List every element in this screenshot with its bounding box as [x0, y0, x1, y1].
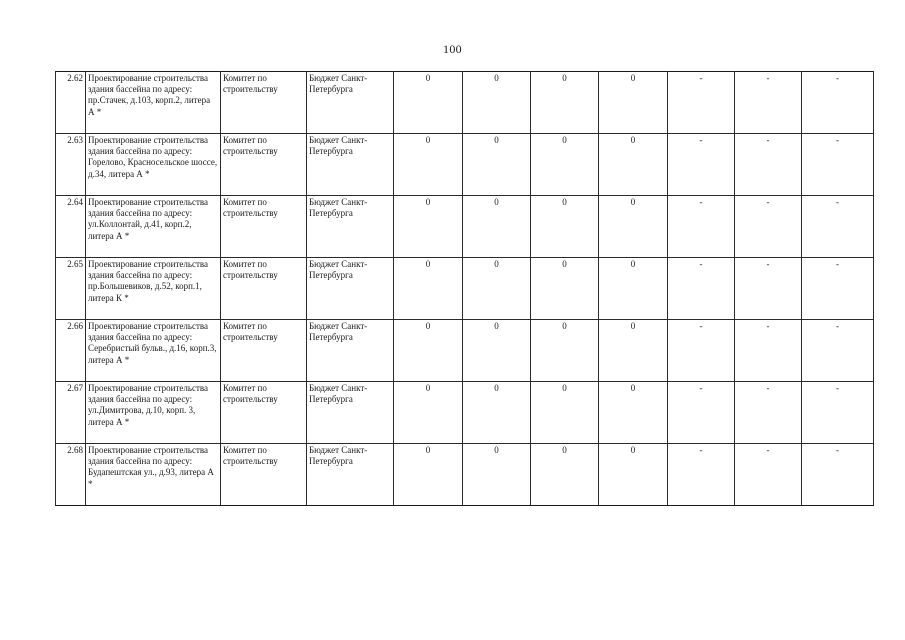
- funding-source-cell: Бюджет Санкт-Петербурга: [307, 258, 394, 320]
- executor-cell: Комитет по строительству: [221, 382, 307, 444]
- table-body: [56, 72, 874, 506]
- value-cell: 0: [394, 320, 463, 382]
- value-cell: 0: [463, 134, 531, 196]
- value-cell: 0: [394, 382, 463, 444]
- page-number: 100: [443, 42, 462, 56]
- value-cell: 0: [599, 444, 668, 506]
- dash-cell: -: [802, 382, 874, 444]
- value-cell: 0: [463, 196, 531, 258]
- funding-source-cell: Бюджет Санкт-Петербурга: [307, 72, 394, 134]
- executor-cell: Комитет по строительству: [221, 258, 307, 320]
- value-cell: 0: [599, 320, 668, 382]
- row-number-cell: 2.66: [56, 320, 86, 382]
- project-name-cell: Проектирование строительства здания бассейна по адресу: Горелово, Красносельское шоссе, д.34, литера А *: [86, 134, 221, 196]
- value-cell: 0: [394, 196, 463, 258]
- value-cell: 0: [599, 72, 668, 134]
- executor-cell: Комитет по строительству: [221, 134, 307, 196]
- dash-cell: -: [735, 134, 802, 196]
- table-row: [56, 320, 874, 382]
- dash-cell: -: [668, 134, 735, 196]
- value-cell: 0: [463, 320, 531, 382]
- value-cell: 0: [463, 382, 531, 444]
- table-row: [56, 196, 874, 258]
- dash-cell: -: [668, 72, 735, 134]
- dash-cell: -: [735, 382, 802, 444]
- funding-source-cell: Бюджет Санкт-Петербурга: [307, 320, 394, 382]
- value-cell: 0: [531, 134, 599, 196]
- value-cell: 0: [394, 72, 463, 134]
- value-cell: 0: [463, 72, 531, 134]
- dash-cell: -: [802, 134, 874, 196]
- value-cell: 0: [599, 196, 668, 258]
- dash-cell: -: [802, 258, 874, 320]
- project-name-cell: Проектирование строительства здания бассейна по адресу: Серебристый бульв., д.16, корп.3, литера А *: [86, 320, 221, 382]
- program-table: [55, 71, 874, 506]
- executor-cell: Комитет по строительству: [221, 320, 307, 382]
- row-number-cell: 2.67: [56, 382, 86, 444]
- executor-cell: Комитет по строительству: [221, 444, 307, 506]
- table-row: [56, 72, 874, 134]
- row-number-cell: 2.64: [56, 196, 86, 258]
- project-name-cell: Проектирование строительства здания бассейна по адресу: ул.Димитрова, д.10, корп. 3, литера А *: [86, 382, 221, 444]
- value-cell: 0: [531, 196, 599, 258]
- dash-cell: -: [668, 196, 735, 258]
- dash-cell: -: [802, 72, 874, 134]
- table-row: [56, 258, 874, 320]
- row-number-cell: 2.62: [56, 72, 86, 134]
- dash-cell: -: [802, 444, 874, 506]
- dash-cell: -: [735, 258, 802, 320]
- dash-cell: -: [735, 196, 802, 258]
- dash-cell: -: [668, 444, 735, 506]
- executor-cell: Комитет по строительству: [221, 196, 307, 258]
- project-name-cell: Проектирование строительства здания бассейна по адресу: пр.Большевиков, д.52, корп.1, литера К *: [86, 258, 221, 320]
- value-cell: 0: [394, 258, 463, 320]
- value-cell: 0: [394, 134, 463, 196]
- dash-cell: -: [668, 382, 735, 444]
- dash-cell: -: [735, 72, 802, 134]
- dash-cell: -: [802, 196, 874, 258]
- value-cell: 0: [531, 444, 599, 506]
- project-name-cell: Проектирование строительства здания бассейна по адресу: пр.Стачек, д.103, корп.2, литера А *: [86, 72, 221, 134]
- value-cell: 0: [531, 320, 599, 382]
- value-cell: 0: [599, 258, 668, 320]
- project-name-cell: Проектирование строительства здания бассейна по адресу: ул.Коллонтай, д.41, корп.2, литера А *: [86, 196, 221, 258]
- funding-source-cell: Бюджет Санкт-Петербурга: [307, 382, 394, 444]
- value-cell: 0: [531, 72, 599, 134]
- value-cell: 0: [531, 382, 599, 444]
- funding-source-cell: Бюджет Санкт-Петербурга: [307, 196, 394, 258]
- project-name-cell: Проектирование строительства здания бассейна по адресу: Будапештская ул., д.93, литера А *: [86, 444, 221, 506]
- value-cell: 0: [531, 258, 599, 320]
- value-cell: 0: [599, 382, 668, 444]
- funding-source-cell: Бюджет Санкт-Петербурга: [307, 444, 394, 506]
- value-cell: 0: [463, 258, 531, 320]
- value-cell: 0: [394, 444, 463, 506]
- dash-cell: -: [668, 258, 735, 320]
- table-row: [56, 382, 874, 444]
- row-number-cell: 2.63: [56, 134, 86, 196]
- table-row: [56, 444, 874, 506]
- executor-cell: Комитет по строительству: [221, 72, 307, 134]
- row-number-cell: 2.65: [56, 258, 86, 320]
- dash-cell: -: [802, 320, 874, 382]
- funding-source-cell: Бюджет Санкт-Петербурга: [307, 134, 394, 196]
- row-number-cell: 2.68: [56, 444, 86, 506]
- dash-cell: -: [668, 320, 735, 382]
- table-row: [56, 134, 874, 196]
- dash-cell: -: [735, 444, 802, 506]
- dash-cell: -: [735, 320, 802, 382]
- value-cell: 0: [463, 444, 531, 506]
- value-cell: 0: [599, 134, 668, 196]
